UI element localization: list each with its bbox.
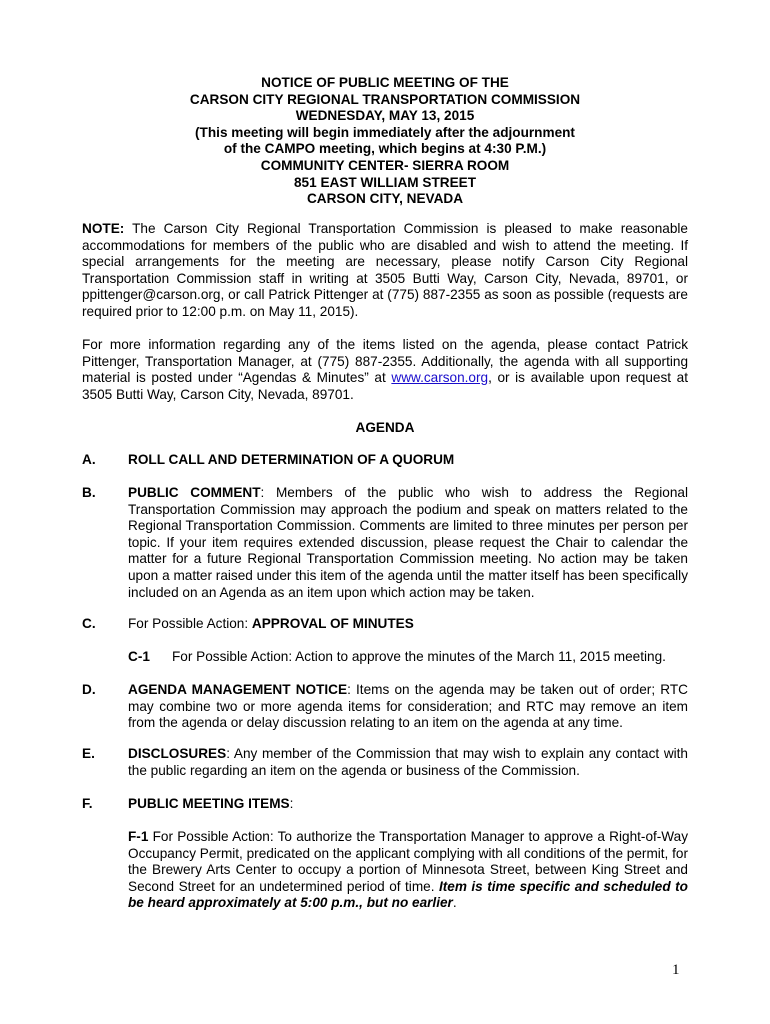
item-letter: F.: [82, 796, 93, 811]
header-street: 851 EAST WILLIAM STREET: [293, 174, 477, 190]
item-title: ROLL CALL AND DETERMINATION OF A QUORUM: [128, 452, 455, 467]
subitem-end: .: [452, 895, 457, 911]
item-body: [128, 796, 688, 813]
item-text: : Any member of the Commission that may wish to explain any contact with the public regarding an item on the agenda or business of the Commission.: [128, 746, 688, 778]
item-letter: C.: [82, 616, 96, 631]
item-prefix: For Possible Action:: [128, 616, 252, 631]
subitem-body: [128, 829, 688, 912]
subitem-label: C-1: [128, 649, 150, 664]
item-title: APPROVAL OF MINUTES: [251, 616, 414, 631]
item-title: PUBLIC COMMENT: [128, 485, 261, 500]
subitem-text: For Possible Action: Action to approve the minutes of the March 11, 2015 meeting.: [172, 649, 666, 664]
item-letter: B.: [82, 485, 96, 500]
header-start-note-cont: of the CAMPO meeting, which begins at 4:30 P.M.): [223, 141, 547, 157]
item-text: : Members of the public who wish to address the Regional Transportation Commission may approach the podium and speak on matters related to the Regional Transportation Commission. Comments are limited to three minutes per person per topic. If your item requires extended discussion, please request the Chair to calendar the matter for a future Regional Transportation Commission meeting. No action may be taken upon a matter raised under this item of the agenda until the matter itself has been specifically included on an Agenda as an item upon which action may be taken.: [128, 485, 688, 600]
note-label: NOTE:: [82, 221, 125, 236]
carson-website-link[interactable]: www.carson.org: [391, 370, 489, 386]
header-city: CARSON CITY, NEVADA: [306, 191, 464, 207]
info-text-after: , or is available upon request at 3505 Butti Way, Carson City, Nevada, 89701.: [82, 370, 689, 402]
item-title: DISCLOSURES: [128, 746, 227, 761]
header-title: NOTICE OF PUBLIC MEETING OF THE: [261, 75, 509, 90]
page-number: 1: [672, 962, 680, 978]
item-body: [128, 452, 688, 469]
meeting-header: [82, 75, 688, 208]
item-text: : Items on the agenda may be taken out of order; RTC may combine two or more agenda items for consideration; and RTC may remove an item from the agenda or delay discussion relating to an item on the agenda at any time.: [128, 682, 688, 731]
header-date: WEDNESDAY, MAY 13, 2015: [295, 108, 475, 124]
note-paragraph: [82, 221, 688, 321]
note-text: The Carson City Regional Transportation Commission is pleased to make reasonable accommodations for members of the public who are disabled and wish to attend the meeting. If special arrangements for the meeting are necessary, please notify Carson City Regional Transportation Commission staff in writing at 3505 Butti Way, Carson City, Nevada, 89701, or ppittenger@carson.org, or call Patrick Pittenger at (775) 887-2355 as soon as possible (requests are required prior to 12:00 p.m. on May 11, 2015).: [82, 221, 688, 319]
item-body: [128, 485, 688, 601]
info-text-before: For more information regarding any of the items listed on the agenda, please contact Patrick Pittenger, Transportation Manager, at (775) 887-2355. Additionally, the agenda with all supporting material is posted under “Agendas & Minutes” at: [82, 337, 688, 386]
item-letter: D.: [82, 682, 96, 697]
subitem-label: F-1: [128, 829, 149, 844]
item-body: [128, 616, 688, 633]
item-title: AGENDA MANAGEMENT NOTICE: [128, 682, 348, 697]
item-letter: E.: [82, 746, 95, 761]
agenda-heading: AGENDA: [355, 420, 415, 435]
header-venue: COMMUNITY CENTER- SIERRA ROOM: [260, 157, 510, 173]
header-start-note: (This meeting will begin immediately after the adjournment: [195, 124, 575, 140]
info-paragraph: [82, 337, 688, 403]
item-title: PUBLIC MEETING ITEMS: [128, 796, 290, 811]
item-title-suffix: :: [289, 796, 294, 811]
subitem-text: For Possible Action: To authorize the Transportation Manager to approve a Right-of-Way Occupancy Permit, predicated on the applicant complying with all conditions of the permit, for the Brewery Arts Center to occupy a portion of Minnesota Street, between King Street and Second Street for an undetermined period of time.: [128, 829, 688, 894]
item-letter: A.: [82, 452, 96, 467]
subitem-emphasis: Item is time specific and scheduled to be heard approximately at 5:00 p.m., but no earlier: [128, 878, 688, 911]
item-body: [128, 746, 688, 779]
header-commission: CARSON CITY REGIONAL TRANSPORTATION COMMISSION: [189, 91, 581, 107]
item-body: [128, 682, 688, 732]
